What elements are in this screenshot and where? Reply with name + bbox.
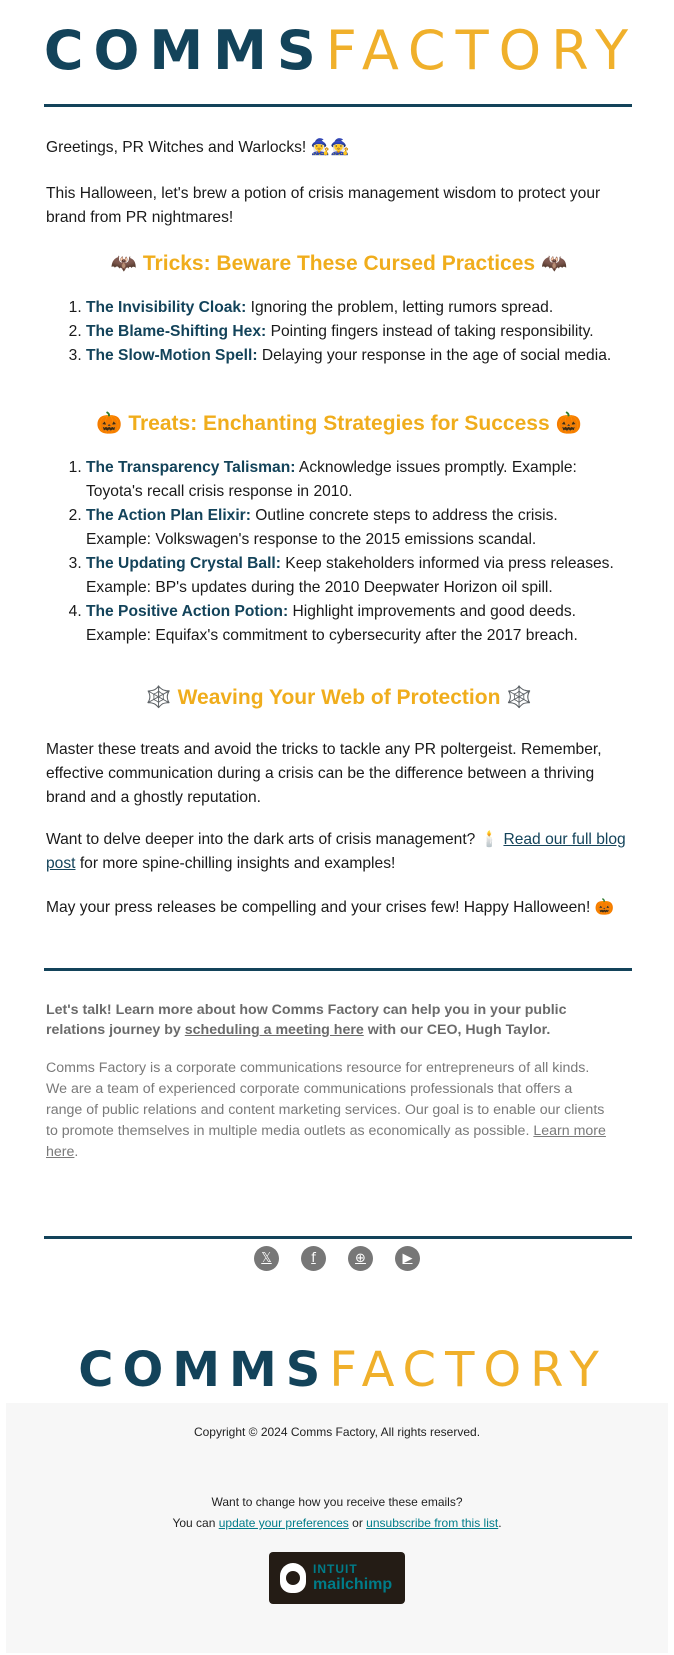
email-footer bbox=[6, 1403, 668, 1653]
period-text: . bbox=[498, 1516, 502, 1530]
mailchimp-text: mailchimp bbox=[313, 1576, 393, 1593]
you-can-text: You can bbox=[172, 1516, 216, 1530]
divider-bottom bbox=[44, 1236, 632, 1239]
intuit-text: INTUIT bbox=[313, 1562, 358, 1576]
divider-middle bbox=[44, 968, 632, 971]
list-item bbox=[86, 320, 626, 344]
list-item bbox=[86, 504, 626, 552]
pumpkin-icon: 🎃 bbox=[96, 412, 123, 435]
list-item bbox=[86, 344, 626, 368]
comms-factory-logo-bottom bbox=[0, 1342, 674, 1398]
schedule-meeting-link[interactable]: scheduling a meeting here bbox=[184, 1022, 364, 1038]
delve-after-text: for more spine-chilling insights and examples! bbox=[79, 855, 396, 872]
treat-text: Acknowledge issues promptly. Example: Toyota's recall crisis response in 2010. bbox=[86, 459, 577, 500]
about-tail: . bbox=[74, 1144, 79, 1160]
divider-top bbox=[44, 104, 632, 107]
pumpkin-icon: 🎃 bbox=[555, 412, 582, 435]
tricks-heading-text: Tricks: Beware These Cursed Practices bbox=[142, 252, 536, 275]
treats-heading bbox=[44, 410, 634, 438]
treats-heading-text: Treats: Enchanting Strategies for Success bbox=[128, 412, 550, 435]
update-preferences-link[interactable]: update your preferences bbox=[218, 1516, 349, 1530]
change-emails-text: Want to change how you receive these emails? bbox=[211, 1495, 463, 1509]
treat-text: Outline concrete steps to address the crisis. Example: Volkswagen's response to the 2015 emissions scandal. bbox=[86, 507, 558, 548]
candle-icon: 🕯️ bbox=[479, 831, 500, 848]
talk-section bbox=[46, 1000, 606, 1040]
treats-list bbox=[46, 456, 626, 648]
intro bbox=[46, 182, 636, 230]
bat-icon: 🦇 bbox=[110, 252, 138, 275]
treat-text: Highlight improvements and good deeds. Example: Equifax's commitment to cybersecurity after the 2017 breach. bbox=[86, 603, 578, 644]
talk-after-text: with our CEO, Hugh Taylor. bbox=[367, 1022, 551, 1038]
social-icons bbox=[0, 1246, 674, 1271]
treat-text: Keep stakeholders informed via press releases. Example: BP's updates during the 2010 Deepwater Horizon oil spill. bbox=[86, 555, 614, 596]
spiderweb-icon: 🕸️ bbox=[506, 686, 533, 709]
greeting bbox=[46, 136, 636, 160]
trick-title: The Slow-Motion Spell: bbox=[86, 347, 258, 364]
list-item bbox=[86, 456, 626, 504]
list-item bbox=[86, 552, 626, 600]
pumpkin-icon: 🎃 bbox=[594, 899, 615, 916]
treat-title: The Updating Crystal Ball: bbox=[86, 555, 281, 572]
web-heading bbox=[44, 684, 634, 712]
mailchimp-logo-icon bbox=[280, 1563, 306, 1593]
treat-title: The Positive Action Potion: bbox=[86, 603, 289, 620]
unsubscribe-link[interactable]: unsubscribe from this list bbox=[366, 1516, 499, 1530]
spiderweb-icon: 🕸️ bbox=[145, 686, 172, 709]
closing-section bbox=[46, 896, 636, 920]
tricks-heading bbox=[44, 250, 634, 278]
list-item bbox=[86, 600, 626, 648]
mailchimp-badge[interactable] bbox=[269, 1552, 405, 1604]
intro-paragraph: This Halloween, let's brew a potion of crisis management wisdom to protect your brand from PR nightmares! bbox=[46, 185, 601, 226]
logo-factory-text: FACTORY bbox=[325, 19, 639, 82]
blog-post-link[interactable]: Read our full blog post bbox=[46, 831, 626, 872]
delve-section bbox=[46, 828, 636, 876]
facebook-icon[interactable]: f bbox=[301, 1246, 326, 1271]
web-section bbox=[46, 738, 636, 810]
x-twitter-icon[interactable]: 𝕏 bbox=[254, 1246, 279, 1271]
preferences-line bbox=[6, 1511, 668, 1532]
comms-factory-logo-top bbox=[0, 19, 674, 82]
list-item bbox=[86, 296, 626, 320]
youtube-icon[interactable]: ▶ bbox=[395, 1246, 420, 1271]
trick-text: Delaying your response in the age of social media. bbox=[261, 347, 612, 364]
trick-title: The Invisibility Cloak: bbox=[86, 299, 247, 316]
copyright-text: Copyright © 2024 Comms Factory, All rights reserved. bbox=[193, 1425, 481, 1439]
website-globe-icon[interactable]: ⊕ bbox=[348, 1246, 373, 1271]
talk-text: Let's talk! Learn more about how Comms Factory can help you in your public relations journey by bbox=[46, 1002, 567, 1038]
about-text: Comms Factory is a corporate communications resource for entrepreneurs of all kinds. We are a team of experienced corporate communications professionals that offers a range of public relations and content marketing services. Our goal is to enable our clients to promote themselves in multiple media outlets as economically as possible. bbox=[46, 1060, 605, 1139]
logo-factory-text: FACTORY bbox=[329, 1342, 608, 1398]
about-section bbox=[46, 1058, 606, 1163]
trick-title: The Blame-Shifting Hex: bbox=[86, 323, 267, 340]
bat-icon: 🦇 bbox=[540, 252, 568, 275]
logo-comms-text: COMMS bbox=[43, 19, 326, 82]
learn-more-link[interactable]: Learn more here bbox=[46, 1123, 606, 1160]
trick-text: Pointing fingers instead of taking responsibility. bbox=[270, 323, 594, 340]
delve-text: Want to delve deeper into the dark arts of crisis management? bbox=[46, 831, 476, 848]
logo-comms-text: COMMS bbox=[78, 1342, 330, 1398]
web-heading-text: Weaving Your Web of Protection bbox=[177, 686, 501, 709]
web-paragraph: Master these treats and avoid the tricks to tackle any PR poltergeist. Remember, effective communication during a crisis can be the difference between a thriving brand and a ghostly reputation. bbox=[46, 741, 602, 806]
greeting-text: Greetings, PR Witches and Warlocks! bbox=[46, 139, 307, 156]
treat-title: The Transparency Talisman: bbox=[86, 459, 296, 476]
treat-title: The Action Plan Elixir: bbox=[86, 507, 251, 524]
tricks-list bbox=[46, 296, 626, 368]
or-text: or bbox=[352, 1516, 363, 1530]
witch-emoji-icon: 🧙‍♀️🧙‍♀️ bbox=[310, 139, 350, 156]
closing-text: May your press releases be compelling and your crises few! Happy Halloween! bbox=[46, 899, 591, 916]
trick-text: Ignoring the problem, letting rumors spread. bbox=[250, 299, 554, 316]
